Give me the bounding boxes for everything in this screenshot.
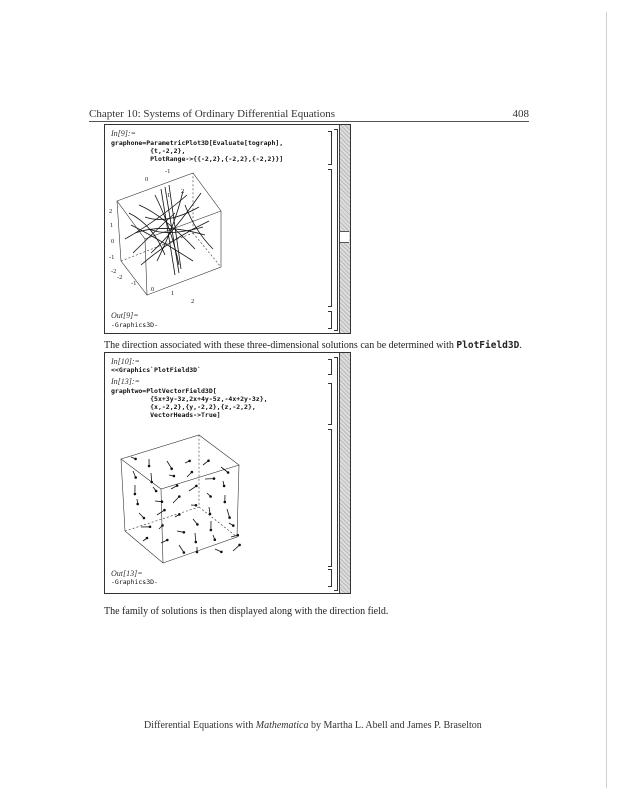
vector-arrow-head [223, 485, 225, 487]
vector-arrow-head [197, 524, 199, 526]
tick-label: 2 [181, 188, 185, 195]
vector-arrow-head [176, 485, 178, 487]
vector-arrow-head [209, 513, 211, 515]
vector-arrow [157, 510, 165, 515]
tick-label: 1 [110, 222, 114, 229]
vector-arrow-head [213, 478, 215, 480]
vector-arrow-head [161, 501, 163, 503]
vector-arrow-head [195, 504, 197, 506]
input-label: In[13]:= [111, 377, 140, 386]
vector-arrow-head [183, 531, 185, 533]
vector-arrow-head [166, 539, 168, 541]
vector-field-plot-3d [105, 427, 320, 567]
code-block[interactable] [111, 139, 283, 163]
input-label: In[9]:= [111, 129, 136, 138]
vector-arrow-head [195, 541, 197, 543]
book-title-italic: Mathematica [255, 720, 309, 731]
tick-label: 1 [167, 192, 171, 199]
vector-arrow-head [224, 501, 226, 503]
tick-label: -1 [165, 168, 171, 175]
vector-arrow-head [162, 525, 164, 527]
group-bracket[interactable] [334, 357, 338, 591]
vector-arrow-head [148, 465, 150, 467]
page-number: 408 [512, 108, 529, 120]
cell-bracket[interactable] [328, 131, 332, 165]
vector-arrow-head [137, 503, 139, 505]
group-bracket[interactable] [334, 129, 338, 331]
notebook-window-2[interactable] [104, 352, 351, 594]
code-line: {5x+3y-3z,2x+4y-5z,-4x+2y-3z}, [111, 395, 268, 403]
vector-arrow-head [173, 475, 175, 477]
body-paragraph: The direction associated with these three-dimensional solutions can be determined with PlotField3D. [104, 340, 522, 351]
vector-arrow-head [134, 493, 136, 495]
tick-label: 0 [151, 286, 155, 293]
vector-arrow-head [151, 481, 153, 483]
page-edge-line [606, 12, 607, 788]
inline-code: PlotField3D [456, 340, 520, 351]
vector-arrow-head [189, 460, 191, 462]
bounding-box [121, 435, 239, 563]
vector-arrow [189, 486, 196, 491]
vector-arrow-head [183, 552, 185, 554]
vector-arrow-head [221, 551, 223, 553]
body-paragraph: The family of solutions is then displayed along with the direction field. [104, 606, 389, 617]
vector-arrows [131, 457, 241, 553]
header-rule [89, 121, 529, 122]
cell-bracket[interactable] [328, 569, 332, 587]
tick-label: -1 [131, 280, 137, 287]
tick-label: 2 [191, 298, 195, 305]
cell-bracket[interactable] [328, 359, 332, 375]
vector-arrow-head [171, 468, 173, 470]
notebook-window-1[interactable] [104, 124, 351, 334]
vector-arrow-head [178, 514, 180, 516]
vector-arrow-head [149, 526, 151, 528]
vector-arrow-head [237, 534, 239, 536]
vector-arrow [221, 467, 228, 473]
vector-arrow-head [155, 490, 157, 492]
chapter-title: Chapter 10: Systems of Ordinary Differential Equations [89, 108, 336, 120]
code-line: graphone=ParametricPlot3D[Evaluate[tograph], [111, 139, 284, 147]
vector-arrow [179, 545, 184, 553]
vector-arrow-head [227, 472, 229, 474]
vector-arrow-head [210, 496, 212, 498]
vector-arrow [167, 461, 172, 469]
code-block[interactable] [111, 387, 268, 419]
cell-bracket[interactable] [328, 169, 332, 307]
vector-arrow-head [196, 551, 198, 553]
vector-arrow-head [239, 544, 241, 546]
vector-arrow-head [191, 471, 193, 473]
tick-label: -2 [117, 274, 123, 281]
vector-arrow [227, 509, 230, 518]
cell-bracket[interactable] [328, 311, 332, 329]
vector-arrow-head [229, 517, 231, 519]
vector-arrow-head [178, 496, 180, 498]
vector-arrow [151, 473, 152, 482]
vector-arrow [233, 545, 240, 551]
cell-bracket[interactable] [328, 383, 332, 425]
scrollbar-thumb[interactable] [340, 231, 349, 243]
vector-arrow-head [208, 460, 210, 462]
code-line: PlotRange->{{-2,2},{-2,2},{-2,2}}] [111, 155, 284, 163]
tick-label: -2 [111, 268, 117, 275]
running-header [89, 108, 529, 120]
vector-arrow-head [196, 485, 198, 487]
parametric-plot-3d [105, 165, 320, 313]
page-footer: Differential Equations with Mathematica by Martha L. Abell and James P. Braselton [144, 720, 482, 731]
cell-bracket[interactable] [328, 429, 332, 567]
tick-label: 1 [171, 290, 175, 297]
vertical-scrollbar[interactable] [339, 125, 350, 333]
vector-arrow-head [135, 477, 137, 479]
vector-arrow-head [214, 539, 216, 541]
output-label: Out[9]= [111, 311, 139, 320]
tick-label: 0 [111, 238, 115, 245]
input-label: In[10]:= [111, 357, 140, 366]
vector-arrow [195, 533, 196, 542]
code-line: {x,-2,2},{y,-2,2},{z,-2,2}, [111, 403, 256, 411]
tick-label: -1 [109, 254, 115, 261]
vertical-scrollbar[interactable] [339, 353, 350, 593]
tick-label: 2 [109, 208, 113, 215]
output-label: Out[13]= [111, 569, 143, 578]
code-line[interactable]: <<Graphics`PlotField3D` [111, 366, 202, 374]
vector-arrow-head [143, 517, 145, 519]
code-line: {t,-2,2}, [111, 147, 186, 155]
vector-arrow-head [210, 529, 212, 531]
vector-arrow [173, 497, 179, 504]
output-value: -Graphics3D- [111, 321, 158, 329]
code-line: VectorHeads->True] [111, 411, 221, 419]
vector-arrow-head [146, 537, 148, 539]
vector-arrow-head [135, 458, 137, 460]
output-value: -Graphics3D- [111, 578, 158, 586]
vector-arrow-head [164, 509, 166, 511]
tick-label: 0 [145, 176, 149, 183]
code-line: graphtwo=PlotVectorField3D[ [111, 387, 217, 395]
vector-arrow-head [232, 525, 234, 527]
